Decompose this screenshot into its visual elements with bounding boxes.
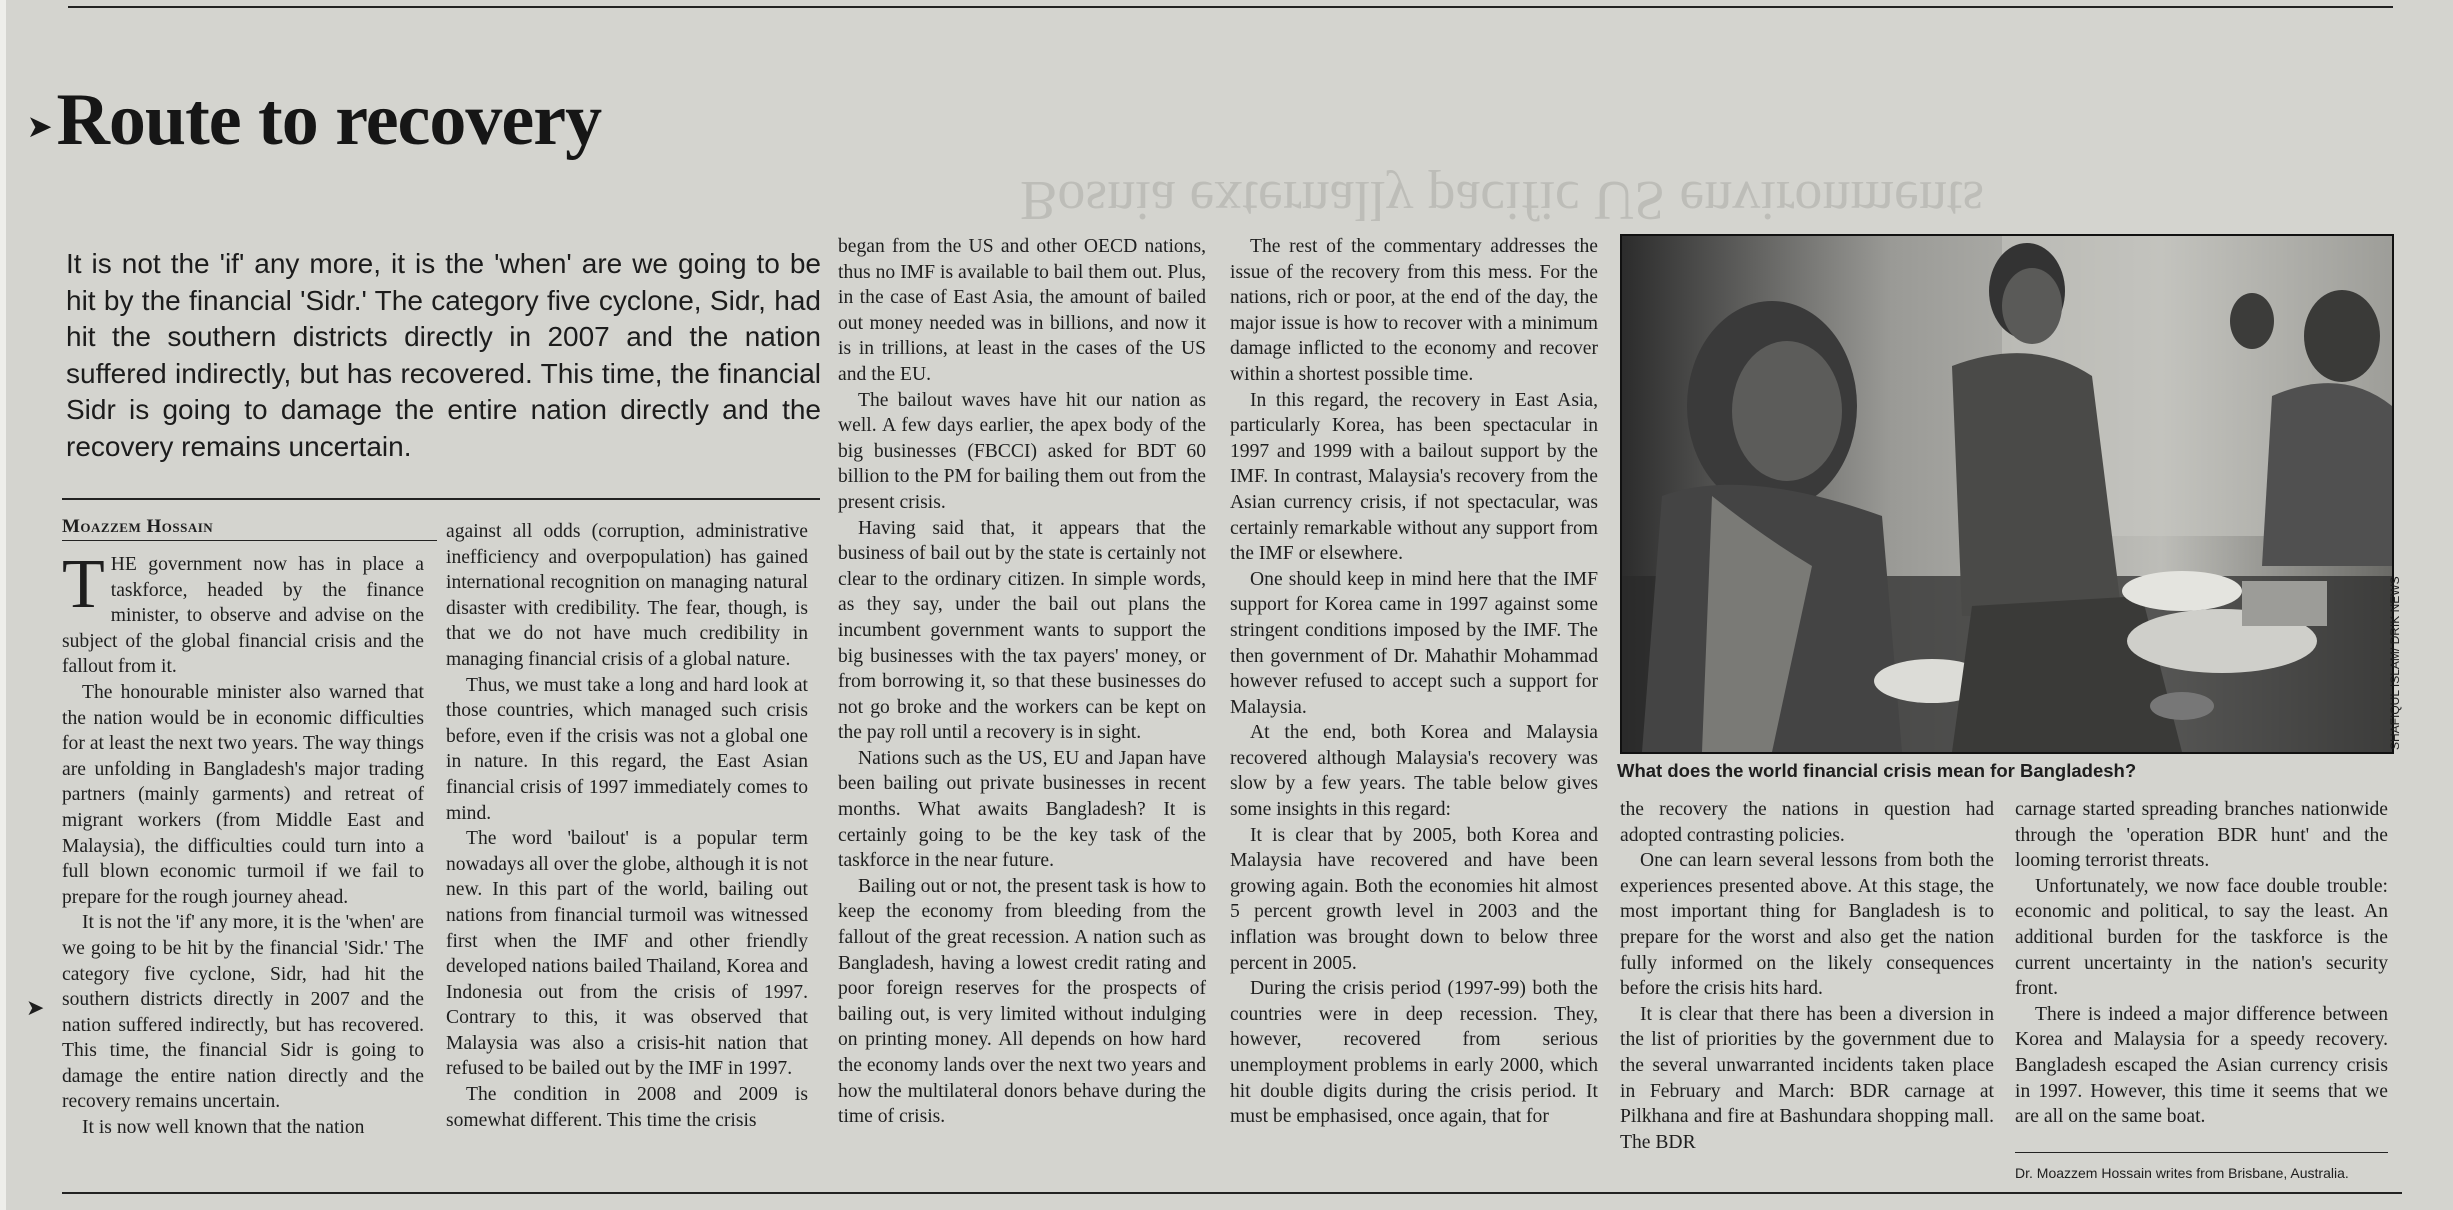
col1-paragraph-3: It is not the 'if' any more, it is the 'when' are we going to be hit by the financial 'Sidr.' The category five cyclone, Sidr, had hit the southern districts directly in 2007 and the nation suffered indirectly, but has recovered. This time, the financial Sidr is going to damage the entire nation directly and the recovery remains uncertain. <box>62 912 424 1113</box>
margin-pointer-icon: ➤ <box>26 995 45 1020</box>
col5-paragraph-3: It is clear that there has been a diversion in the list of priorities by the government due to the several unwarranted incidents taken place in February and March: BDR carnage at Pilkhana and fire at Bashundara shopping mall. The BDR <box>1620 1003 1994 1153</box>
col4-paragraph-1: The rest of the commentary addresses the issue of the recovery from this mess. For the nations, rich or poor, at the end of the day, the major issue is how to recover with a minimum damage inflicted to the economy and recover within a shortest possible time. <box>1230 236 1598 385</box>
col6-paragraph-2: Unfortunately, we now face double trouble: economic and political, to say the least. An additional burden for the taskforce is the current uncertainty in the nation's security front. <box>2015 875 2388 1000</box>
col6-paragraph-1: carnage started spreading branches nationwide through the 'operation BDR hunt' and the looming terrorist threats. <box>2015 799 2388 872</box>
author-note: Dr. Moazzem Hossain writes from Brisbane, Australia. <box>2015 1165 2349 1181</box>
col2-paragraph-1: against all odds (corruption, administrative inefficiency and overpopulation) has gained international recognition on managing natural disaster with credibility. The fear, though, is that we do not have much credibility in managing financial crisis of a global nature. <box>446 521 808 670</box>
drop-cap: T <box>62 546 105 623</box>
col4-paragraph-3: One should keep in mind here that the IMF support for Korea came in 1997 against some stringent conditions imposed by the IMF. The then government of Dr. Mahathir Mohammad however refused to accept such a support for Malaysia. <box>1230 568 1598 718</box>
photo-image <box>1622 236 2392 752</box>
bullet-arrow-icon: ➤ <box>28 112 51 144</box>
byline: Moazzem Hossain <box>62 516 214 537</box>
headline-text: Route to recovery <box>56 79 602 161</box>
col5-paragraph-1: the recovery the nations in question had adopted contrasting policies. <box>1620 799 1994 846</box>
col2-paragraph-3: The word 'bailout' is a popular term nowadays all over the globe, although it is not new. In this part of the world, bailing out nations from financial turmoil was witnessed first when the IMF and other friendly developed nations bailed Thailand, Korea and Indonesia out from the crisis of 1997. Contrary to this, it was observed that Malaysia was also a crisis-hit nation that refused to be bailed out by the IMF in 1997. <box>446 828 808 1080</box>
col3-paragraph-5: Bailing out or not, the present task is how to keep the economy from bleeding from the fallout of the great recession. A nation such as Bangladesh, having a lowest credit rating and poor foreign reserves for the prospects of bailing out, is very limited without indulging on printing money. All depends on how hard the economy lands over the next two years and how the multilateral donors behave during the time of crisis. <box>838 875 1206 1128</box>
col2-paragraph-2: Thus, we must take a long and hard look at those countries, which managed such crisis before, even if the crisis was not a global one in nature. In this regard, the East Asian financial crisis of 1997 immediately comes to mind. <box>446 674 808 824</box>
column-4 <box>1230 234 1598 1130</box>
top-rule <box>68 6 2393 8</box>
intro-rule <box>62 498 820 500</box>
col2-paragraph-4: The condition in 2008 and 2009 is somewhat different. This time the crisis <box>446 1084 808 1131</box>
left-edge-shadow <box>0 0 6 1210</box>
col5-paragraph-2: One can learn several lessons from both the experiences presented above. At this stage, the most important thing for Bangladesh is to prepare for the worst and also get the nation fully informed on the likely consequences before the crisis hits hard. <box>1620 850 1994 1000</box>
byline-rule <box>62 540 437 541</box>
news-photo <box>1620 234 2394 754</box>
photo-credit: SHAFIQUL ISLAM/ DRIK NEWS <box>2388 576 2402 750</box>
col3-paragraph-1: began from the US and other OECD nations, thus no IMF is available to bail them out. Plus, in the case of East Asia, the amount of bailed out money needed was in billions, and now it is in trillions, at least in the cases of the US and the EU. <box>838 236 1206 385</box>
column-3 <box>838 234 1206 1130</box>
column-2 <box>446 519 808 1133</box>
photo-caption: What does the world financial crisis mean for Bangladesh? <box>1617 760 2137 781</box>
column-1 <box>62 546 424 1141</box>
col4-paragraph-4: At the end, both Korea and Malaysia recovered although Malaysia's recovery was slow by a few years. The table below gives some insights in this regard: <box>1230 722 1598 821</box>
col4-paragraph-6: During the crisis period (1997-99) both the countries were in deep recession. They, however, recovered from serious unemployment problems in early 2000, which hit double digits during the crisis period. It must be emphasised, once again, that for <box>1230 978 1598 1128</box>
bleed-through-text-left: Bosnia externally pacific US environments <box>1020 169 1985 231</box>
intro-standfirst: It is not the 'if' any more, it is the 'when' are we going to be hit by the financial 'Sidr.' The category five cyclone, Sidr, had hit the southern districts directly in 2007 and the nation suffered indirectly, but has recovered. This time, the financial Sidr is going to damage the entire nation directly and the recovery remains uncertain. <box>66 248 821 462</box>
col3-paragraph-2: The bailout waves have hit our nation as well. A few days earlier, the apex body of the big businesses (FBCCI) asked for BDT 60 billion to the PM for bailing them out from the present crisis. <box>838 389 1206 513</box>
col3-paragraph-3: Having said that, it appears that the business of bail out by the state is certainly not clear to the ordinary citizen. In simple words, as they say, under the bail out plans the incumbent government wants to support the big businesses with the tax payers' money, or from borrowing it, so that these businesses do not go broke and the workers can be kept on the pay roll until a recovery is in sight. <box>838 517 1206 744</box>
col1-paragraph-2: The honourable minister also warned that the nation would be in economic difficulties for at least the next two years. The way things are unfolding in Bangladesh's major trading partners (mainly garments) and retreat of migrant workers (from Middle East and Malaysia), the difficulties could turn into a full blown economic turmoil if we fail to prepare for the rough journey ahead. <box>62 681 424 908</box>
bottom-rule <box>62 1192 2402 1194</box>
author-note-rule <box>2015 1152 2388 1153</box>
column-6 <box>2015 797 2388 1130</box>
col6-paragraph-3: There is indeed a major difference between Korea and Malaysia for a speedy recovery. Bangladesh escaped the Asian currency crisis in 1997. However, this time it seems that we are all on the same boat. <box>2015 1003 2388 1128</box>
col1-paragraph-4: It is now well known that the nation <box>82 1117 365 1139</box>
col4-paragraph-2: In this regard, the recovery in East Asia, particularly Korea, has been spectacular in 1997 and 1999 with a bailout support by the IMF. In contrast, Malaysia's recovery from the Asian currency crisis, if not spectacular, was certainly remarkable without any support from the IMF or elsewhere. <box>1230 389 1598 565</box>
column-5 <box>1620 797 1994 1155</box>
col4-paragraph-5: It is clear that by 2005, both Korea and Malaysia have recovered and have been growing again. Both the economies hit almost 5 percent growth level in 2003 and the inflation was brought down to below three percent in 2005. <box>1230 824 1598 974</box>
headline <box>28 78 601 163</box>
col3-paragraph-4: Nations such as the US, EU and Japan have been bailing out private businesses in recent months. What awaits Bangladesh? It is certainly going to be the key task of the taskforce in the near future. <box>838 747 1206 872</box>
col1-paragraph-1: HE government now has in place a taskforce, headed by the finance minister, to observe and advise on the subject of the global financial crisis and the fallout from it. <box>62 554 424 678</box>
lead-paragraph <box>62 546 424 680</box>
